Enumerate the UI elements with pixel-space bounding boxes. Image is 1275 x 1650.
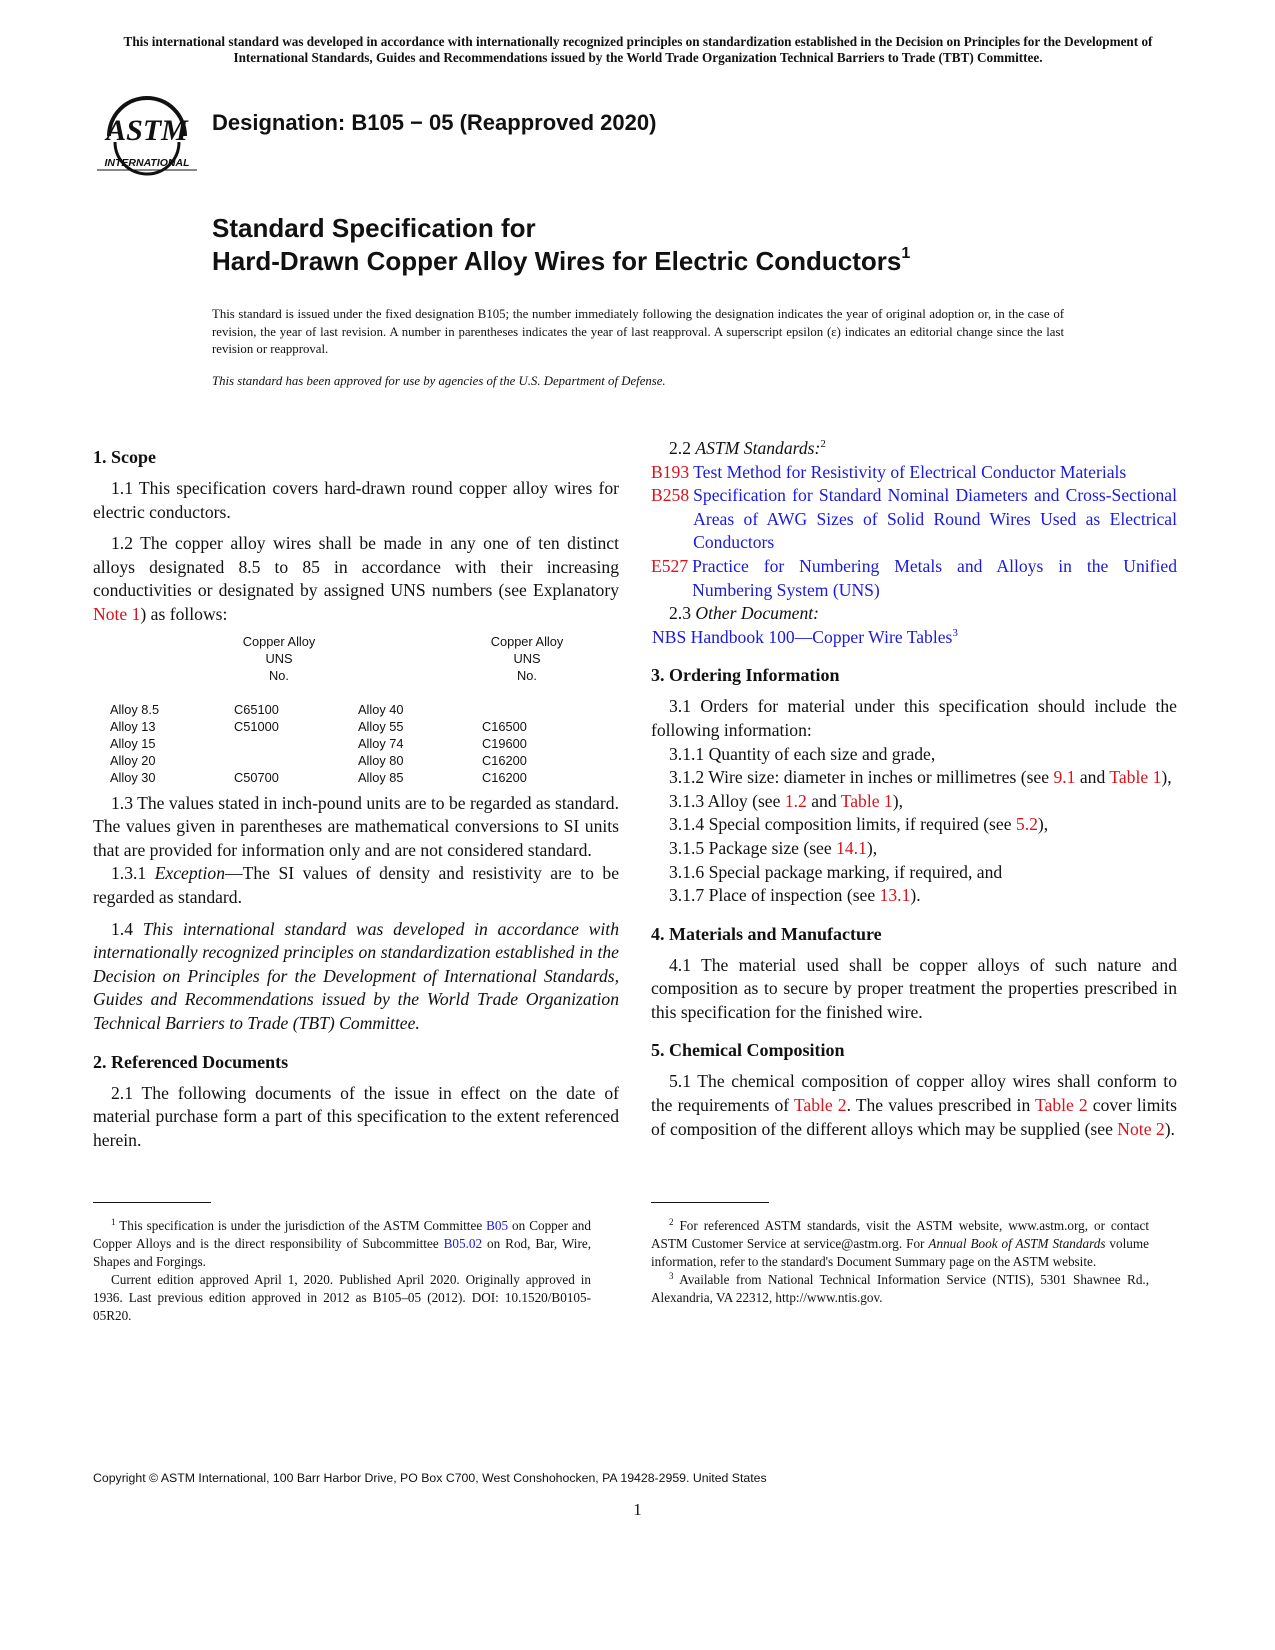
reference-b193[interactable] [651, 461, 1177, 485]
para-4-1: 4.1 The material used shall be copper alloys of such nature and composition as to secure by proper treatment the properties prescribed in this specification for the finished wire. [651, 954, 1177, 1022]
document-title [212, 212, 910, 278]
astm-logo [93, 84, 201, 176]
footnote-1: $^1$ This specification is under the jurisdiction of the ASTM Committee B05 on Copper and Copper Alloys and is the direct responsibility of Subcommittee B05.02 on Rod, Bar, Wire, Shapes and Forgings. [93, 1217, 591, 1269]
section-3-heading: 3. Ordering Information [651, 665, 840, 686]
designation: Designation: B105 − 05 (Reapproved 2020) [212, 110, 657, 135]
para-1-4: 1.4 This international standard was developed in accordance with internationally recognized principles on standardization established in the Decision on Principles for the Development of International Standards, Guides and Recommendations issued by the World Trade Organization Technical Barriers to Trade (TBT) Committee. [93, 918, 619, 1033]
reference-code[interactable]: B258 [651, 485, 690, 506]
para-3-1-5: 3.1.5 Package size (see 14.1), [669, 837, 878, 858]
para-3-1-1: 3.1.1 Quantity of each size and grade, [669, 743, 936, 764]
section-1-2-link[interactable]: 1.2 [784, 790, 807, 811]
footnote-3: $^3$ Available from National Technical Information Service (NTIS), 5301 Shawnee Rd., Alexandria, VA 22312, http://www.ntis.gov. [651, 1271, 1150, 1305]
section-4-heading: 4. Materials and Manufacture [651, 923, 882, 944]
right-column [651, 437, 1177, 1141]
para-2-2: 2.2 ASTM Standards:$^2$ [669, 438, 826, 458]
table-row: Alloy 30 C50700 Alloy 85 C16200 [110, 769, 527, 785]
reference-title[interactable]: Test Method for Resistivity of Electrical Conductor Materials [693, 461, 1127, 482]
table-1-link[interactable]: Table 1 [1109, 767, 1162, 788]
section-2-heading: 2. Referenced Documents [93, 1051, 289, 1072]
logo-subtext: INTERNATIONAL [104, 157, 190, 169]
para-1-2: 1.2 The copper alloy wires shall be made in any one of ten distinct alloys designated 8.5 to 85 in accordance with their increasing conductivities or designated by assigned UNS numbers (see Explanatory Note 1) as follows: [93, 533, 619, 624]
para-3-1-2: 3.1.2 Wire size: diameter in inches or millimetres (see 9.1 and Table 1), [669, 767, 1172, 788]
para-1-1: 1.1 This specification covers hard-drawn round copper alloy wires for electric conductors. [93, 478, 619, 522]
para-1-3: 1.3 The values stated in inch-pound units are to be regarded as standard. The values given in parentheses are mathematical conversions to SI units that are provided for information only and are not considered standard. [93, 792, 619, 860]
table-1-link[interactable]: Table 1 [840, 790, 893, 811]
section-1-heading: 1. Scope [93, 447, 156, 467]
table-2-link[interactable]: Table 2 [1035, 1095, 1088, 1116]
copyright-line: Copyright © ASTM International, 100 Barr Harbor Drive, PO Box C700, West Conshohocken, PA 19428-2959. United States [93, 1471, 767, 1485]
para-3-1-4: 3.1.4 Special composition limits, if required (see 5.2), [669, 814, 1049, 835]
committee-b05-link[interactable]: B05 [486, 1218, 509, 1233]
table-row: Alloy 8.5 C65100 Alloy 40 [110, 701, 404, 717]
para-2-1: 2.1 The following documents of the issue in effect on the date of material purchase form a part of this specification to the extent referenced herein. [93, 1082, 619, 1150]
para-2-3: 2.3 Other Document: [669, 603, 820, 624]
section-5-2-link[interactable]: 5.2 [1015, 814, 1038, 835]
note-2-link[interactable]: Note 2 [1117, 1118, 1165, 1139]
reference-title[interactable]: Specification for Standard Nominal Diameters and Cross-Sectional Areas of AWG Sizes of Solid Round Wires Used as Electrical Conductors [693, 485, 1177, 553]
table-2-link[interactable]: Table 2 [793, 1095, 847, 1116]
para-3-1-3: 3.1.3 Alloy (see 1.2 and Table 1), [669, 790, 903, 811]
para-3-1-6: 3.1.6 Special package marking, if required, and [669, 861, 1003, 882]
para-5-1: 5.1 The chemical composition of copper alloy wires shall conform to the requirements of Table 2. The values prescribed in Table 2 cover limits of composition of the different alloys which may be supplied (see Note 2). [651, 1071, 1178, 1139]
nbs-handbook-reference[interactable]: NBS Handbook 100—Copper Wire Tables$^3$ [652, 626, 958, 647]
footnote-divider-left [93, 1202, 211, 1203]
reference-b258[interactable] [651, 484, 1177, 555]
reference-code[interactable]: B193 [651, 461, 690, 482]
para-3-1: 3.1 Orders for material under this specification should include the following information: [651, 696, 1177, 740]
astm-logo-mark [93, 84, 201, 176]
subcommittee-b05-02-link[interactable]: B05.02 [443, 1236, 483, 1251]
dod-approval-note: This standard has been approved for use by agencies of the U.S. Department of Defense. [212, 374, 666, 388]
issuance-statement: This standard is issued under the fixed designation B105; the number immediately following the designation indicates the year of original adoption or, in the case of revision, the year of last revision. A number in parentheses indicates the year of last reapproval. A superscript epsilon (ε) indicates an editorial change since the last revision or reapproval. [212, 307, 1064, 356]
logo-text: ASTM [106, 114, 188, 147]
header-col-left: Copper Alloy UNS No. [242, 633, 316, 683]
alloy-table-header [93, 633, 619, 684]
table-row: Alloy 13 C51000 Alloy 55 C16500 [110, 718, 527, 734]
table-row: Alloy 15 Alloy 74 C19600 [110, 735, 527, 751]
reference-title[interactable]: Practice for Numbering Metals and Alloys in the Unified Numbering System (UNS) [692, 555, 1177, 600]
para-1-3-1: 1.3.1 Exception—The SI values of density and resistivity are to be regarded as standard. [93, 863, 619, 907]
table-row: Alloy 20 Alloy 80 C16200 [110, 752, 527, 768]
header-col-right: Copper Alloy UNS No. [490, 633, 564, 683]
section-5-heading: 5. Chemical Composition [651, 1040, 845, 1061]
section-13-1-link[interactable]: 13.1 [879, 885, 911, 906]
alloy-table [93, 633, 619, 786]
left-column [93, 445, 619, 1152]
reference-e527[interactable] [651, 555, 1177, 602]
footnote-1-edition: Current edition approved April 1, 2020. Published April 2020. Originally approved in 1936. Last previous edition approved in 2012 as B105–05 (2012). DOI: 10.1520/B0105-05R20. [93, 1272, 591, 1323]
page-number: 1 [633, 1500, 642, 1519]
note-1-link[interactable]: Note 1 [93, 603, 141, 624]
title-line-2: Hard-Drawn Copper Alloy Wires for Electric Conductors$^1$ [212, 245, 911, 276]
footnotes-left [93, 1217, 591, 1325]
footnote-2: $^2$ For referenced ASTM standards, visit the ASTM website, www.astm.org, or contact ASTM Customer Service at service@astm.org. For Annual Book of ASTM Standards volume information, refer to the standard's Document Summary page on the ASTM website. [651, 1217, 1149, 1269]
title-line-1: Standard Specification for [212, 213, 536, 243]
footnote-divider-right [651, 1202, 769, 1203]
title-footnote-mark: 1 [901, 245, 911, 262]
para-3-1-7: 3.1.7 Place of inspection (see 13.1). [669, 885, 921, 906]
reference-code[interactable]: E527 [651, 555, 689, 576]
section-14-1-link[interactable]: 14.1 [836, 837, 867, 858]
top-notice: This international standard was developed in accordance with internationally recognized principles on standardization established in the Decision on Principles for the Development of International Standards, Guides and Recommendations issued by the World Trade Organization Technical Barriers to Trade (TBT) Committee. [123, 34, 1153, 65]
section-9-1-link[interactable]: 9.1 [1053, 767, 1076, 788]
footnotes-right [651, 1217, 1149, 1307]
